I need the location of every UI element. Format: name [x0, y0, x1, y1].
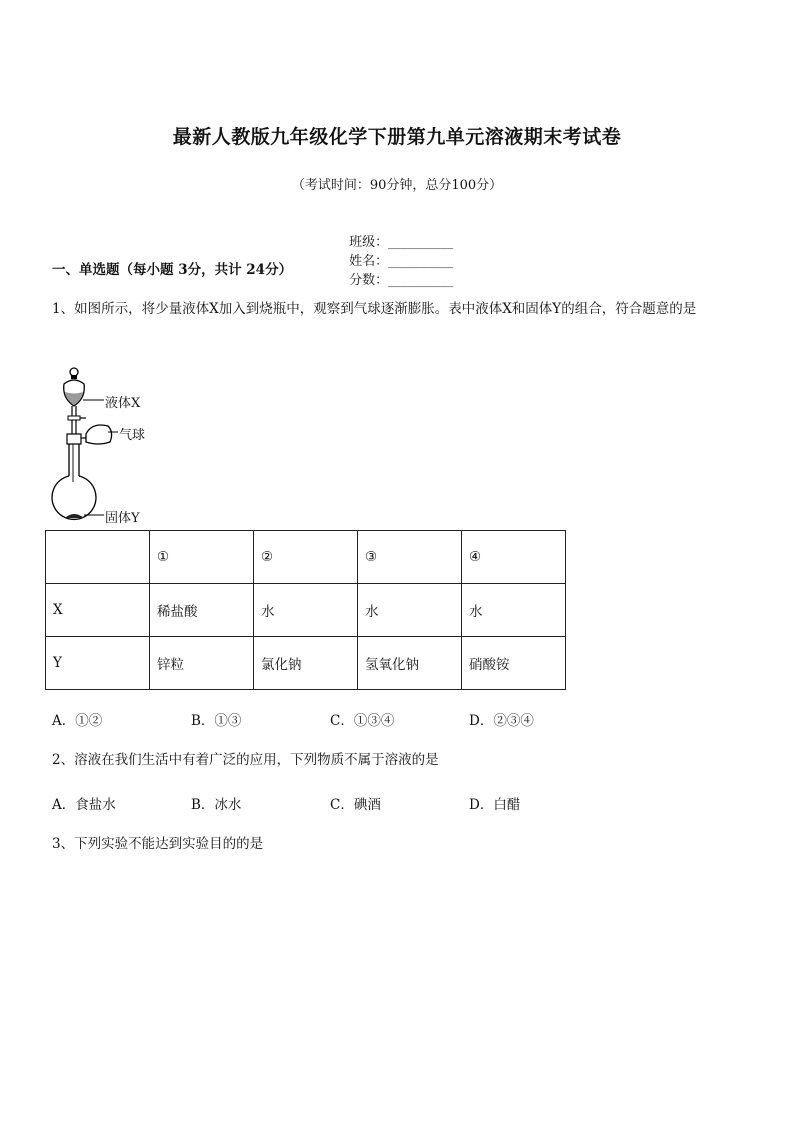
exam-subtitle: （考试时间：90分钟，总分100分）: [291, 178, 503, 193]
liquid-x-label: 液体X: [105, 396, 141, 411]
table-cell: ④: [462, 531, 566, 584]
question-3-text: 3、下列实验不能达到实验目的的是: [52, 836, 264, 852]
table-cell: 稀盐酸: [150, 584, 254, 637]
exam-title: 最新人教版九年级化学下册第九单元溶液期末考试卷: [172, 126, 622, 148]
option-d[interactable]: D．白醋: [469, 797, 521, 813]
table-cell: ①: [150, 531, 254, 584]
balloon-label: 气球: [119, 428, 146, 443]
option-c[interactable]: C．①③④: [330, 713, 395, 729]
apparatus-diagram: [46, 362, 176, 528]
score-field: 分数：__________: [349, 273, 454, 288]
table-cell: 锌粒: [150, 637, 254, 690]
table-row: [46, 584, 566, 637]
option-b[interactable]: B．①③: [191, 713, 242, 729]
section-heading: 一、单选题（每小题 3分，共计 24分）: [52, 262, 293, 278]
table-cell: 硝酸铵: [462, 637, 566, 690]
option-b[interactable]: B．冰水: [191, 797, 242, 813]
table-row: [46, 637, 566, 690]
question-1-text: 1、如图所示，将少量液体X加入到烧瓶中，观察到气球逐渐膨胀。表中液体X和固体Y的组合，符合题意的是: [52, 301, 697, 317]
option-a[interactable]: A．①②: [52, 713, 103, 729]
question-2-text: 2、溶液在我们生活中有着广泛的应用，下列物质不属于溶液的是: [52, 752, 439, 768]
table-cell: ②: [254, 531, 358, 584]
solid-y-label: 固体Y: [105, 511, 140, 526]
question-1-options: [52, 709, 534, 729]
question-1-table: [45, 530, 566, 690]
table-cell: 氯化钠: [254, 637, 358, 690]
apparatus-figure: [46, 362, 176, 528]
table-cell: 氢氧化钠: [358, 637, 462, 690]
class-field: 班级：__________: [349, 235, 454, 250]
table-cell: 水: [254, 584, 358, 637]
table-header-row: [46, 531, 566, 584]
option-d[interactable]: D．②③④: [469, 713, 534, 729]
option-a[interactable]: A．食盐水: [52, 797, 116, 813]
table-cell: 水: [358, 584, 462, 637]
table-cell: Y: [46, 637, 150, 690]
name-field: 姓名：__________: [349, 254, 454, 269]
option-c[interactable]: C．碘酒: [330, 797, 381, 813]
question-2-options: [52, 793, 520, 813]
table-cell: [46, 531, 150, 584]
table-cell: ③: [358, 531, 462, 584]
table-cell: 水: [462, 584, 566, 637]
table-cell: X: [46, 584, 150, 637]
